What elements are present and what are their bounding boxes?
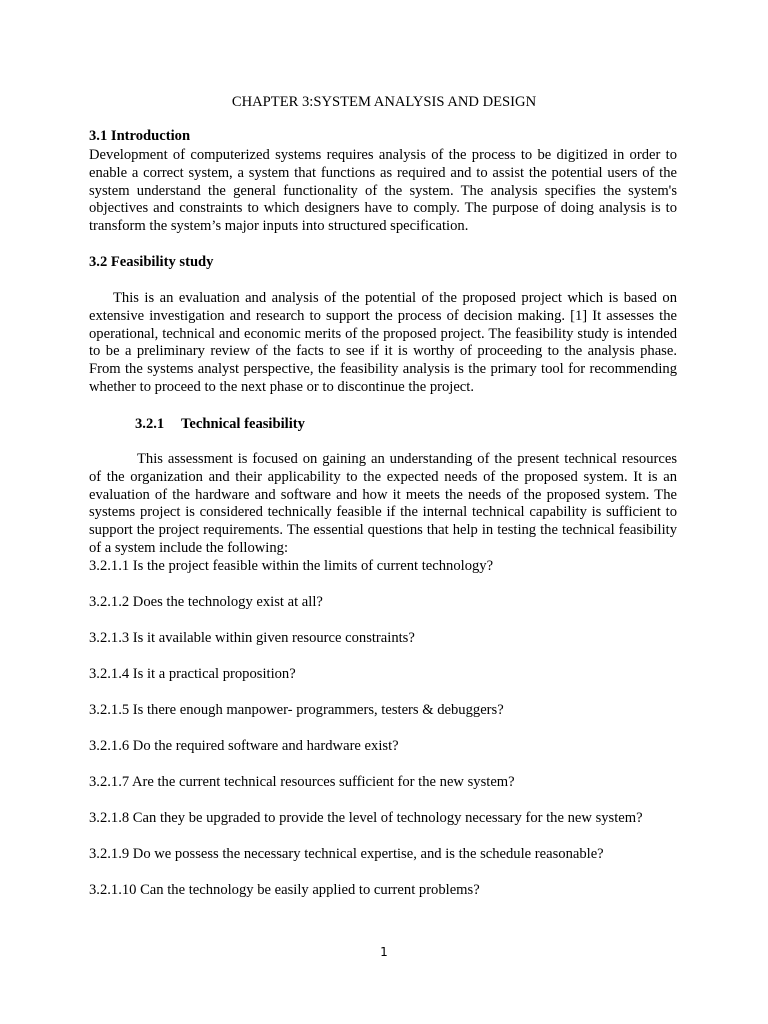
question-item: 3.2.1.4 Is it a practical proposition?	[89, 666, 296, 682]
subsection-heading-technical	[135, 415, 305, 433]
chapter-title: CHAPTER 3:SYSTEM ANALYSIS AND DESIGN	[231, 94, 537, 110]
question-item: 3.2.1.3 Is it available within given resource constraints?	[89, 630, 415, 646]
question-item: 3.2.1.9 Do we possess the necessary technical expertise, and is the schedule reasonable?	[89, 846, 604, 862]
section-heading-feasibility: 3.2 Feasibility study	[89, 254, 214, 270]
paragraph-technical: This assessment is focused on gaining an understanding of the present technical resources of the organization and their applicability to the expected needs of the proposed system. It is an evaluation of the hardware and software and how it meets the needs of the proposed system. The systems project is considered technically feasible if the internal technical capability is sufficient to support the project requirements. The essential questions that help in testing the technical feasibility of a system include the following:	[89, 451, 677, 556]
question-item: 3.2.1.10 Can the technology be easily applied to current problems?	[89, 882, 480, 898]
question-item: 3.2.1.1 Is the project feasible within the limits of current technology?	[89, 558, 494, 574]
question-item: 3.2.1.6 Do the required software and hardware exist?	[89, 738, 399, 754]
subsection-number: 3.2.1	[135, 416, 165, 432]
question-item: 3.2.1.8 Can they be upgraded to provide the level of technology necessary for the new system?	[89, 810, 643, 826]
page-number: 1	[380, 945, 388, 959]
paragraph-feasibility: This is an evaluation and analysis of the potential of the proposed project which is based on extensive investigation and research to support the process of decision making. [1] It assesses the operational, technical and economic merits of the proposed project. The feasibility study is intended to be a preliminary review of the facts to see if it is worthy of proceeding to the analysis phase. From the systems analyst perspective, the feasibility analysis is the primary tool for recommending whether to proceed to the next phase or to discontinue the project.	[89, 290, 677, 395]
question-item: 3.2.1.7 Are the current technical resources sufficient for the new system?	[89, 774, 515, 790]
question-item: 3.2.1.5 Is there enough manpower- programmers, testers & debuggers?	[89, 702, 504, 718]
section-heading-introduction: 3.1 Introduction	[89, 128, 191, 144]
question-item: 3.2.1.2 Does the technology exist at all?	[89, 594, 323, 610]
paragraph-introduction: Development of computerized systems requires analysis of the process to be digitized in order to enable a correct system, a system that functions as required and to assist the potential users of the system understand the general functionality of the system. The analysis specifies the system's objectives and constraints to which designers have to comply. The purpose of doing analysis is to transform the system’s major inputs into structured specification.	[89, 147, 677, 235]
subsection-title: Technical feasibility	[181, 416, 305, 432]
